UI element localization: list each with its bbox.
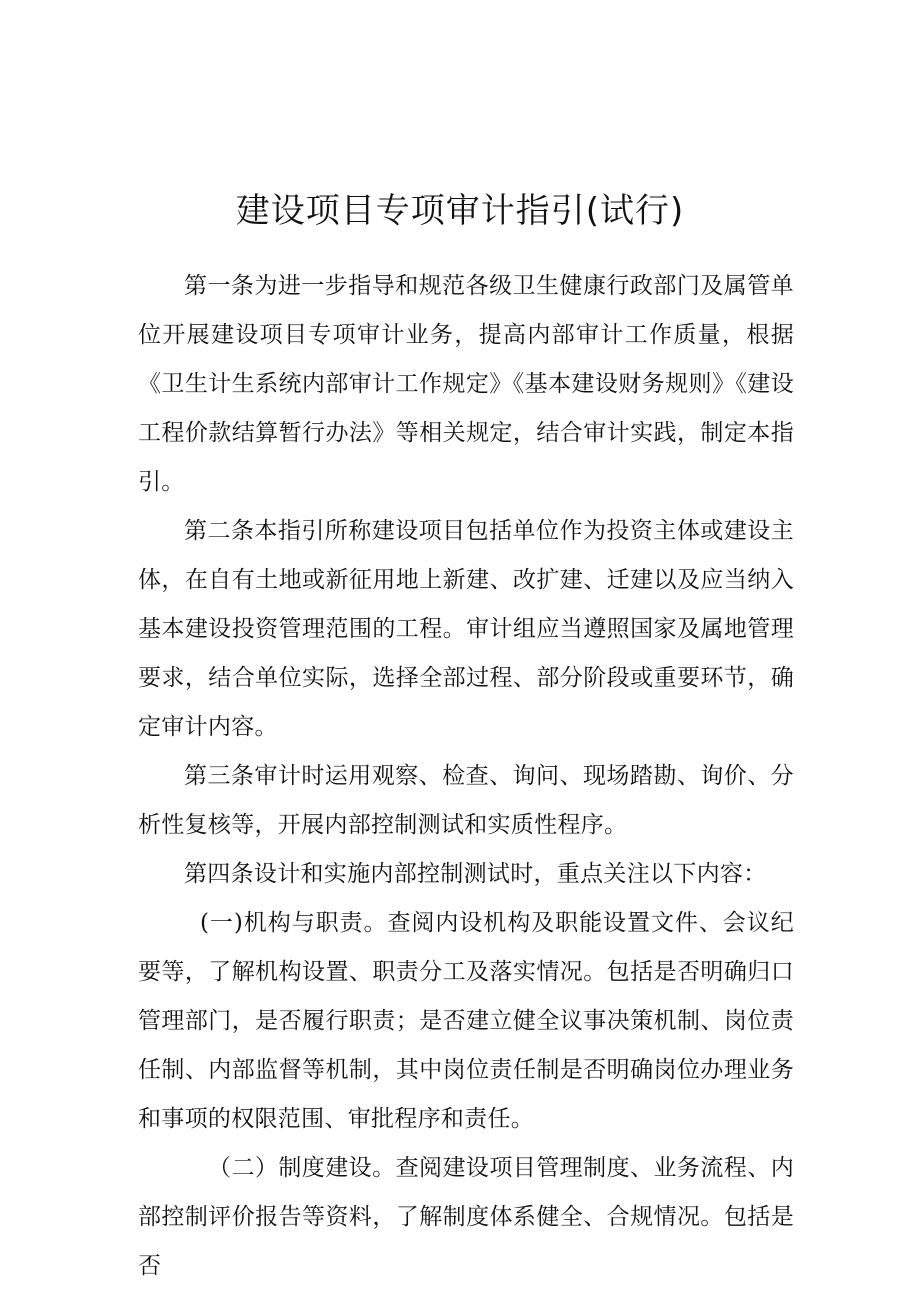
article-1-paragraph: 第一条为进一步指导和规范各级卫生健康行政部门及属管单位开展建设项目专项审计业务，提高内部审计工作质量，根据《卫生计生系统内部审计工作规定》《基本建设财务规则》《建设工程价款结算暂行办法》等相关规定，结合审计实践，制定本指引。 [138, 273, 794, 495]
document-body [138, 262, 794, 1291]
item-1-organization-paragraph: (一)机构与职责。查阅内设机构及职能设置文件、会议纪要等，了解机构设置、职责分工及落实情况。包括是否明确归口管理部门，是否履行职责；是否建立健全议事决策机制、岗位责任制、内部监督等机制，其中岗位责任制是否明确岗位办理业务和事项的权限范围、审批程序和责任。 [138, 910, 794, 1132]
item-2-system-paragraph: （二）制度建设。查阅建设项目管理制度、业务流程、内部控制评价报告等资料，了解制度体系健全、合规情况。包括是否 [138, 1155, 794, 1279]
article-4-paragraph: 第四条设计和实施内部控制测试时，重点关注以下内容： [184, 861, 767, 887]
article-3-paragraph: 第三条审计时运用观察、检查、询问、现场踏勘、询价、分析性复核等，开展内部控制测试和实质性程序。 [138, 763, 794, 838]
document-title: 建设项目专项审计指引(试行) [235, 190, 685, 231]
article-2-paragraph: 第二条本指引所称建设项目包括单位作为投资主体或建设主体，在自有土地或新征用地上新建、改扩建、迁建以及应当纳入基本建设投资管理范围的工程。审计组应当遵照国家及属地管理要求，结合单位实际，选择全部过程、部分阶段或重要环节，确定审计内容。 [138, 518, 794, 740]
